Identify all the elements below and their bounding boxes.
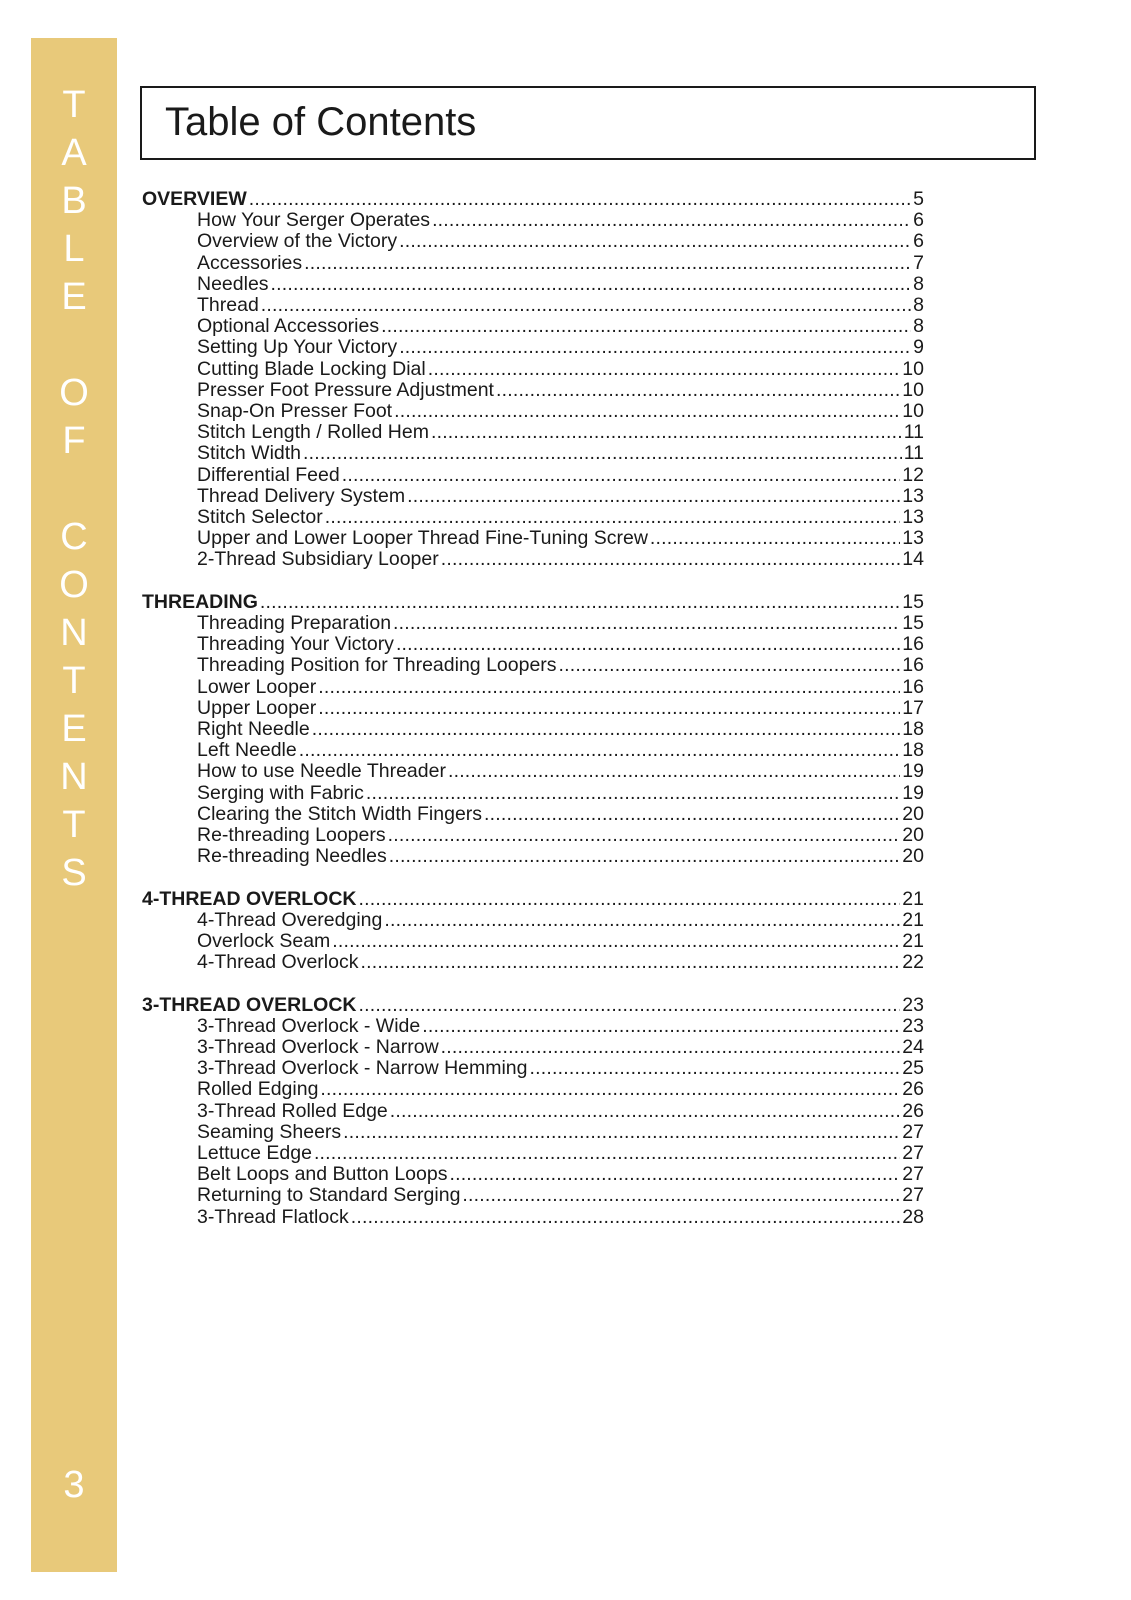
toc-section-heading[interactable] xyxy=(142,994,924,1016)
toc-label: 3-THREAD OVERLOCK xyxy=(142,993,357,1016)
toc-page-number: 12 xyxy=(902,463,924,486)
toc-label: Belt Loops and Button Loops xyxy=(197,1163,448,1186)
toc-entry[interactable] xyxy=(142,315,924,337)
toc-label: 4-THREAD OVERLOCK xyxy=(142,887,357,910)
toc-label: Overview of the Victory xyxy=(197,230,398,253)
dot-leader xyxy=(342,464,901,486)
toc-entry[interactable] xyxy=(142,909,924,931)
toc-entry[interactable] xyxy=(142,485,924,507)
toc-label: Accessories xyxy=(197,251,303,274)
toc-page-number: 24 xyxy=(902,1036,924,1058)
side-title-letter: L xyxy=(63,228,85,270)
toc-label: Presser Foot Pressure Adjustment xyxy=(197,378,494,401)
toc-page-number: 10 xyxy=(902,357,924,380)
toc-entry[interactable] xyxy=(142,1036,924,1058)
toc-label: Re-threading Needles xyxy=(197,845,387,868)
dot-leader xyxy=(366,782,900,804)
toc-label: How to use Needle Threader xyxy=(197,760,446,783)
toc-entry[interactable] xyxy=(142,1163,924,1185)
side-band xyxy=(31,38,117,1572)
toc-entry[interactable] xyxy=(142,633,924,655)
dot-leader xyxy=(390,1100,901,1122)
toc-entry[interactable] xyxy=(142,273,924,295)
dot-leader xyxy=(314,1142,900,1164)
toc-label: 4-Thread Overlock xyxy=(197,951,359,974)
dot-leader xyxy=(384,909,900,931)
dot-leader xyxy=(393,612,900,634)
toc-page-number: 21 xyxy=(902,908,924,931)
toc-page-number: 11 xyxy=(903,442,924,465)
toc-entry[interactable] xyxy=(142,1015,924,1037)
toc-page-number: 13 xyxy=(902,527,924,550)
toc-entry[interactable] xyxy=(142,252,924,274)
toc-label: Overlock Seam xyxy=(197,930,331,952)
dot-leader xyxy=(359,888,901,910)
dot-leader xyxy=(304,252,911,274)
toc-label: OVERVIEW xyxy=(142,188,247,210)
dot-leader xyxy=(484,803,900,825)
toc-entry[interactable] xyxy=(142,442,924,464)
toc-page-number: 6 xyxy=(913,209,924,232)
toc-label: How Your Serger Operates xyxy=(197,209,431,232)
toc-page-number: 17 xyxy=(902,696,924,719)
dot-leader xyxy=(318,676,900,698)
toc-page-number: 27 xyxy=(902,1120,924,1143)
toc-entry[interactable] xyxy=(142,1100,924,1122)
toc-label: THREADING xyxy=(142,590,258,613)
side-title-letter: O xyxy=(59,372,89,414)
toc-entry[interactable] xyxy=(142,930,924,952)
toc-page-number: 27 xyxy=(902,1142,924,1164)
toc-page-number: 20 xyxy=(902,845,924,868)
toc-page-number: 13 xyxy=(902,506,924,528)
toc-page-number: 23 xyxy=(902,993,924,1016)
toc-entry[interactable] xyxy=(142,782,924,804)
dot-leader xyxy=(261,294,911,316)
toc-label: 4-Thread Overedging xyxy=(197,908,383,931)
toc-page-number: 21 xyxy=(902,887,924,910)
title-box xyxy=(140,86,1036,160)
toc-page-number: 10 xyxy=(902,378,924,401)
toc-page-number: 15 xyxy=(902,590,924,613)
dot-leader xyxy=(389,845,901,867)
toc-page-number: 15 xyxy=(902,612,924,634)
toc-label: 3-Thread Flatlock xyxy=(197,1205,349,1228)
toc-entry[interactable] xyxy=(142,676,924,698)
toc-page-number: 27 xyxy=(902,1163,924,1186)
toc-page-number: 28 xyxy=(902,1205,924,1228)
toc-label: Threading Position for Threading Loopers xyxy=(197,654,557,677)
toc-page-number: 7 xyxy=(913,251,924,274)
dot-leader xyxy=(441,1036,901,1058)
toc-entry[interactable] xyxy=(142,824,924,846)
toc-entry[interactable] xyxy=(142,739,924,761)
toc-page-number: 20 xyxy=(902,824,924,846)
toc-entry[interactable] xyxy=(142,400,924,422)
side-title-letter: N xyxy=(60,756,88,798)
toc-page-number: 25 xyxy=(902,1057,924,1080)
dot-leader xyxy=(318,697,900,719)
dot-leader xyxy=(303,442,902,464)
toc-page-number: 6 xyxy=(913,230,924,253)
toc-entry[interactable] xyxy=(142,1184,924,1206)
toc-entry[interactable] xyxy=(142,548,924,570)
dot-leader xyxy=(320,1078,900,1100)
side-title-letter: O xyxy=(59,564,89,606)
toc-section-heading[interactable] xyxy=(142,591,924,613)
toc-entry[interactable] xyxy=(142,612,924,634)
toc-page-number: 22 xyxy=(902,951,924,974)
toc-label: Serging with Fabric xyxy=(197,781,364,804)
toc-entry[interactable] xyxy=(142,760,924,782)
dot-leader xyxy=(360,951,900,973)
toc-entry[interactable] xyxy=(142,294,924,316)
dot-leader xyxy=(325,506,901,528)
side-title-letter: B xyxy=(61,180,87,222)
dot-leader xyxy=(351,1206,901,1228)
toc-entry[interactable] xyxy=(142,654,924,676)
side-title-letter: E xyxy=(61,276,87,318)
toc-page-number: 18 xyxy=(902,739,924,762)
toc-page-number: 5 xyxy=(913,188,924,210)
toc-label: Stitch Selector xyxy=(197,506,323,528)
toc-entry[interactable] xyxy=(142,379,924,401)
toc-page-number: 19 xyxy=(902,781,924,804)
toc-label: 3-Thread Overlock - Narrow xyxy=(197,1036,439,1058)
toc-label: Upper and Lower Looper Thread Fine-Tuning Screw xyxy=(197,527,648,550)
toc-page-number: 20 xyxy=(902,802,924,825)
toc-entry[interactable] xyxy=(142,358,924,380)
toc-page-number: 26 xyxy=(902,1078,924,1101)
toc-page-number: 21 xyxy=(902,930,924,952)
toc-page-number: 11 xyxy=(903,421,924,444)
toc-entry[interactable] xyxy=(142,464,924,486)
toc-label: 3-Thread Overlock - Wide xyxy=(197,1014,421,1037)
toc-entry[interactable] xyxy=(142,527,924,549)
dot-leader xyxy=(496,379,900,401)
toc-entry[interactable] xyxy=(142,845,924,867)
toc-entry[interactable] xyxy=(142,697,924,719)
toc-label: Threading Your Victory xyxy=(197,633,394,656)
dot-leader xyxy=(381,315,911,337)
toc-label: Seaming Sheers xyxy=(197,1120,342,1143)
toc-label: Returning to Standard Serging xyxy=(197,1184,461,1207)
toc-page-number: 16 xyxy=(902,654,924,677)
toc-section-heading[interactable] xyxy=(142,188,924,210)
side-title-letter: N xyxy=(60,612,88,654)
toc-entry[interactable] xyxy=(142,1142,924,1164)
toc-label: 3-Thread Overlock - Narrow Hemming xyxy=(197,1057,528,1080)
toc-label: Rolled Edging xyxy=(197,1078,319,1101)
dot-leader xyxy=(407,485,900,507)
dot-leader xyxy=(449,1163,900,1185)
dot-leader xyxy=(399,230,911,252)
toc-label: Lettuce Edge xyxy=(197,1142,312,1164)
toc-page-number: 8 xyxy=(913,315,924,338)
toc-entry[interactable] xyxy=(142,336,924,358)
toc-entry[interactable] xyxy=(142,1078,924,1100)
side-title-letter: T xyxy=(62,84,86,126)
toc-label: Differential Feed xyxy=(197,463,340,486)
side-title-letter: S xyxy=(61,852,87,894)
toc-label: Stitch Length / Rolled Hem xyxy=(197,421,429,444)
dot-leader xyxy=(312,718,901,740)
toc-page-number: 16 xyxy=(902,675,924,698)
page-title: Table of Contents xyxy=(165,100,477,144)
page-number: 3 xyxy=(63,1464,85,1506)
toc-page-number: 10 xyxy=(902,400,924,422)
toc-page-number: 27 xyxy=(902,1184,924,1207)
toc-page-number: 9 xyxy=(913,336,924,359)
toc-entry[interactable] xyxy=(142,209,924,231)
toc-page-number: 13 xyxy=(902,484,924,507)
dot-leader xyxy=(448,760,900,782)
dot-leader xyxy=(422,1015,900,1037)
toc-label: Needles xyxy=(197,272,269,295)
dot-leader xyxy=(332,930,900,952)
dot-leader xyxy=(260,591,900,613)
side-title-letter: A xyxy=(61,132,87,174)
toc-page-number: 14 xyxy=(902,548,924,571)
dot-leader xyxy=(396,633,900,655)
toc-entry[interactable] xyxy=(142,506,924,528)
toc-label: Optional Accessories xyxy=(197,315,380,338)
dot-leader xyxy=(359,994,901,1016)
toc-page-number: 8 xyxy=(913,294,924,316)
toc-page-number: 26 xyxy=(902,1099,924,1122)
toc-label: Thread xyxy=(197,294,259,316)
dot-leader xyxy=(441,548,901,570)
toc-label: Re-threading Loopers xyxy=(197,824,386,846)
dot-leader xyxy=(530,1057,901,1079)
toc-entry[interactable] xyxy=(142,718,924,740)
dot-leader xyxy=(399,336,911,358)
toc-label: Snap-On Presser Foot xyxy=(197,400,393,422)
toc-label: Left Needle xyxy=(197,739,297,762)
toc-entry[interactable] xyxy=(142,1206,924,1228)
dot-leader xyxy=(249,188,911,210)
toc-entry[interactable] xyxy=(142,230,924,252)
dot-leader xyxy=(299,739,901,761)
toc-entry[interactable] xyxy=(142,421,924,443)
dot-leader xyxy=(343,1121,900,1143)
toc-label: Right Needle xyxy=(197,718,310,740)
toc-page-number: 8 xyxy=(913,272,924,295)
toc-page-number: 16 xyxy=(902,633,924,656)
dot-leader xyxy=(271,273,912,295)
toc-label: Upper Looper xyxy=(197,696,317,719)
toc-entry[interactable] xyxy=(142,951,924,973)
toc-page-number: 23 xyxy=(902,1014,924,1037)
toc-page-number: 19 xyxy=(902,760,924,783)
toc-section-heading[interactable] xyxy=(142,888,924,910)
toc-label: 3-Thread Rolled Edge xyxy=(197,1099,388,1122)
dot-leader xyxy=(428,358,901,380)
toc-label: Cutting Blade Locking Dial xyxy=(197,357,426,380)
toc-label: 2-Thread Subsidiary Looper xyxy=(197,548,439,571)
toc-label: Setting Up Your Victory xyxy=(197,336,398,359)
toc-entry[interactable] xyxy=(142,803,924,825)
toc-label: Threading Preparation xyxy=(197,612,392,634)
side-title-letter: C xyxy=(60,516,88,558)
dot-leader xyxy=(462,1184,900,1206)
toc-entry[interactable] xyxy=(142,1057,924,1079)
toc-entry[interactable] xyxy=(142,1121,924,1143)
dot-leader xyxy=(650,527,900,549)
side-title-letter: T xyxy=(62,660,86,702)
dot-leader xyxy=(559,654,901,676)
side-title-letter: E xyxy=(61,708,87,750)
dot-leader xyxy=(394,400,900,422)
side-title-letter: F xyxy=(62,420,86,462)
toc-label: Thread Delivery System xyxy=(197,484,406,507)
dot-leader xyxy=(432,209,911,231)
dot-leader xyxy=(388,824,901,846)
dot-leader xyxy=(431,421,902,443)
side-title-letter: T xyxy=(62,804,86,846)
toc-page-number: 18 xyxy=(902,718,924,740)
toc-label: Lower Looper xyxy=(197,675,317,698)
toc-label: Stitch Width xyxy=(197,442,302,465)
toc-label: Clearing the Stitch Width Fingers xyxy=(197,802,483,825)
